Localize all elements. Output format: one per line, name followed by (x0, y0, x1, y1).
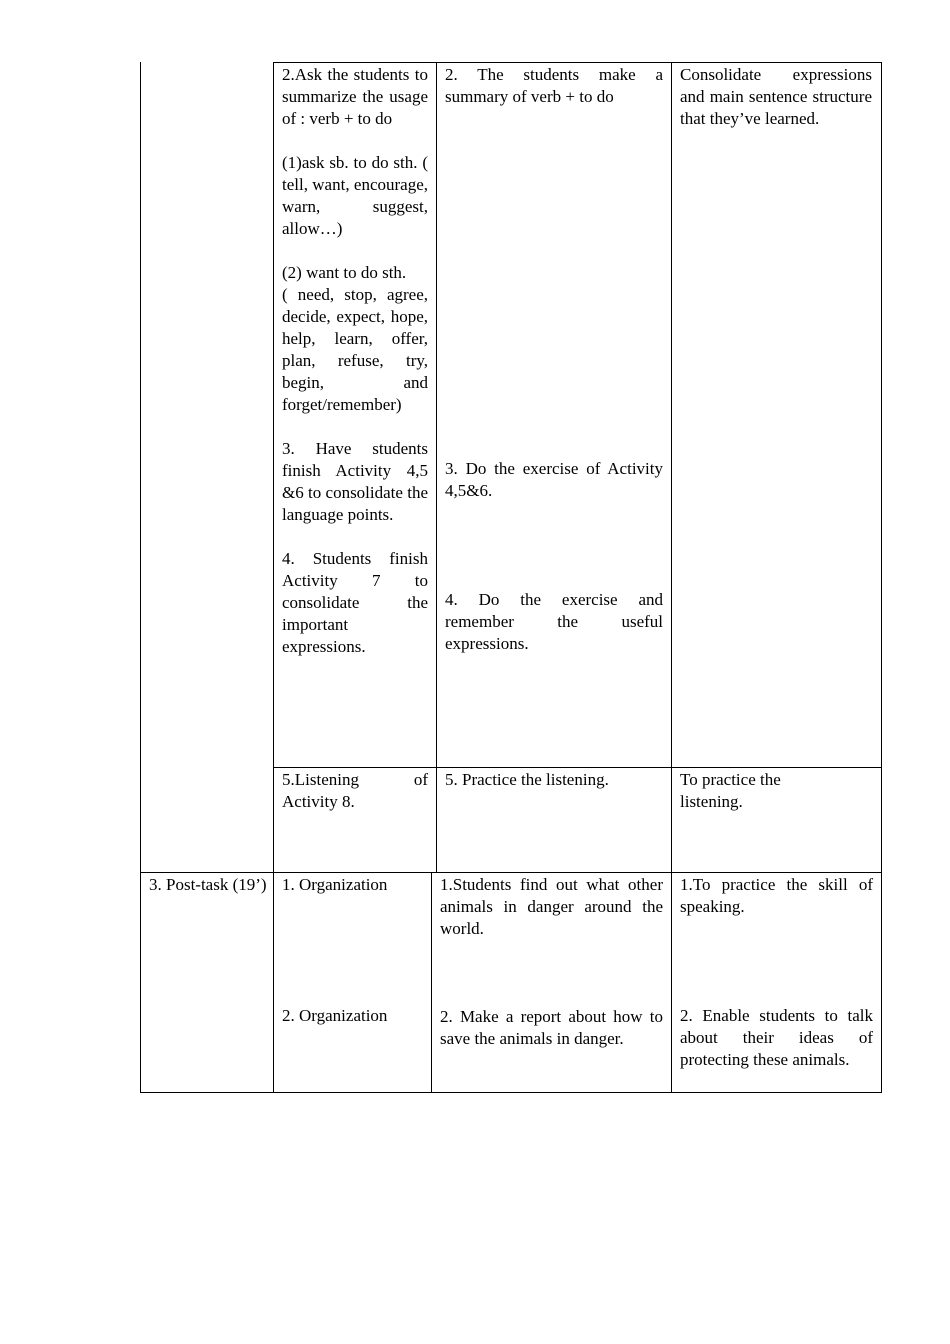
teacher-organization-2-text: 2. Organization (282, 1006, 388, 1025)
student-post-task-1-text: 1.Students find out what other animals in danger around the world. (440, 875, 663, 938)
table-top-border (273, 62, 882, 63)
row-divider-1 (273, 767, 882, 768)
purpose-2-text: To practice the listening. (680, 770, 781, 811)
table-bottom-border (140, 1092, 882, 1093)
purpose-post-task-1 (680, 874, 873, 918)
column-divider-2-upper (436, 62, 437, 873)
teacher-step-2: 2.Ask the students to summarize the usage of : verb + to do (282, 65, 428, 128)
teacher-organization-2 (282, 1005, 427, 1027)
student-activity-step-4 (445, 589, 663, 655)
teacher-step-4: 4. Students finish Activity 7 to consolidate the important expressions. (282, 549, 428, 656)
column-divider-3 (671, 62, 672, 1093)
teacher-activity-cell (282, 64, 428, 658)
student-step-2-text: 2. The students make a summary of verb + to do (445, 65, 663, 106)
student-step-5-text: 5. Practice the listening. (445, 770, 609, 789)
teacher-step-2-pattern-1: (1)ask sb. to do sth. ( tell, want, encourage, warn, suggest, allow…) (282, 153, 428, 238)
student-post-task-1 (440, 874, 663, 940)
table-right-border (881, 62, 882, 1093)
teacher-step-2-pattern-2: (2) want to do sth. (282, 263, 407, 282)
student-post-task-2-text: 2. Make a report about how to save the animals in danger. (440, 1007, 663, 1048)
student-step-4-text: 4. Do the exercise and remember the useful expressions. (445, 590, 663, 653)
teacher-organization-1-text: 1. Organization (282, 875, 388, 894)
purpose-1-text: Consolidate expressions and main sentence structure that they’ve learned. (680, 65, 872, 128)
row-divider-2 (140, 872, 882, 873)
student-activity-step-3 (445, 458, 663, 502)
purpose-cell-2 (680, 769, 830, 813)
teacher-step-5-cell (282, 769, 428, 813)
teacher-step-2-pattern-2-verbs: ( need, stop, agree, decide, expect, hope, help, learn, offer, plan, refuse, try, begin, and forget/remember) (282, 285, 428, 414)
stage-post-task-text: 3. Post-task (19’) (149, 875, 267, 894)
column-divider-1 (273, 62, 274, 1093)
teacher-step-3: 3. Have students finish Activity 4,5 &6 to consolidate the language points. (282, 439, 428, 524)
column-divider-2-lower (431, 872, 432, 1093)
table-left-border (140, 62, 141, 1093)
student-step-3-text: 3. Do the exercise of Activity 4,5&6. (445, 459, 663, 500)
student-activity-step-2 (445, 64, 663, 108)
stage-cell-post-task (149, 874, 267, 896)
teacher-organization-1 (282, 874, 427, 896)
student-step-5-cell (445, 769, 663, 791)
purpose-post-task-1-text: 1.To practice the skill of speaking. (680, 875, 873, 916)
teacher-step-5-text: 5.Listening of Activity 8. (282, 770, 428, 811)
purpose-cell-1 (680, 64, 872, 130)
purpose-post-task-2-text: 2. Enable students to talk about their ideas of protecting these animals. (680, 1006, 873, 1069)
student-post-task-2 (440, 1006, 663, 1050)
purpose-post-task-2 (680, 1005, 873, 1071)
